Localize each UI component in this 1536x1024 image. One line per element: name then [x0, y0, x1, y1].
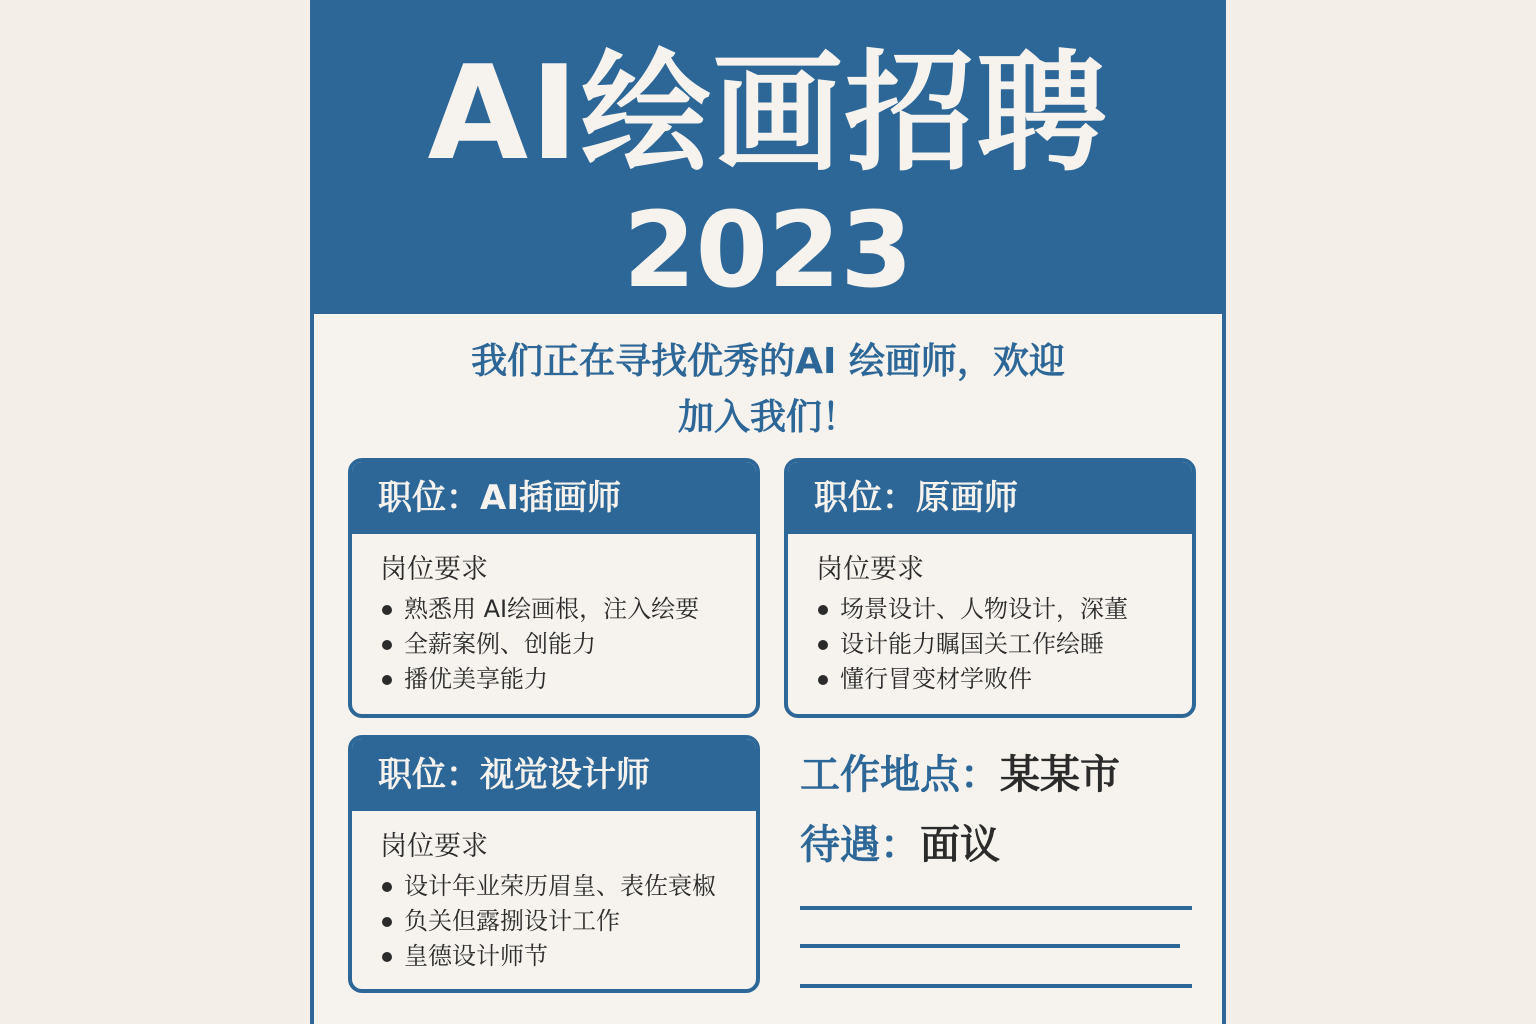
requirements-list	[380, 869, 728, 974]
list-item	[380, 662, 728, 697]
poster-title: AI绘画招聘	[427, 37, 1109, 189]
job-card-illustrator	[348, 458, 760, 718]
requirement-text: 负关但露捌设计工作	[404, 907, 620, 935]
list-item	[816, 627, 1164, 662]
requirement-text: 熟悉用 AI绘画根，注入绘要	[404, 595, 700, 623]
work-location	[800, 750, 1120, 800]
list-item	[816, 592, 1164, 627]
list-item	[380, 939, 728, 974]
requirements-label: 岗位要求	[380, 554, 488, 585]
bullet-icon	[818, 640, 828, 650]
job-card-body	[352, 811, 756, 974]
intro-line-2: 加入我们！	[677, 397, 858, 438]
location-value: 某某市	[1000, 752, 1120, 798]
job-card-title: 职位：视觉设计师	[352, 739, 756, 811]
job-card-concept-artist	[784, 458, 1196, 718]
requirements-list	[380, 592, 728, 697]
requirements-label: 岗位要求	[816, 554, 924, 585]
divider-line	[800, 944, 1180, 948]
job-card-title: 职位：AI插画师	[352, 462, 756, 534]
bullet-icon	[382, 640, 392, 650]
list-item	[816, 662, 1164, 697]
salary-value: 面议	[920, 822, 1000, 868]
job-card-visual-designer	[348, 735, 760, 993]
job-card-title: 职位：原画师	[788, 462, 1192, 534]
location-label: 工作地点：	[800, 752, 1000, 798]
requirement-text: 场景设计、人物设计，深董	[840, 595, 1128, 623]
requirements-list	[816, 592, 1164, 697]
intro-text	[354, 334, 1182, 446]
requirements-label: 岗位要求	[380, 831, 488, 862]
salary-label: 待遇：	[800, 822, 920, 868]
divider-line	[800, 906, 1192, 910]
job-card-body	[352, 534, 756, 697]
requirement-text: 皇德设计师节	[404, 942, 548, 970]
recruitment-poster	[310, 0, 1226, 1024]
requirement-text: 设计年业荣历眉皇、表佐衰椒	[404, 872, 716, 900]
intro-line-1: 我们正在寻找优秀的AI 绘画师，欢迎	[471, 341, 1065, 382]
bullet-icon	[382, 952, 392, 962]
requirement-text: 设计能力瞩国关工作绘睡	[840, 630, 1104, 658]
requirement-text: 全薪案例、创能力	[404, 630, 596, 658]
poster-year: 2023	[623, 189, 913, 311]
bullet-icon	[382, 605, 392, 615]
list-item	[380, 592, 728, 627]
list-item	[380, 627, 728, 662]
list-item	[380, 904, 728, 939]
list-item	[380, 869, 728, 904]
requirement-text: 懂行冒变材学败件	[840, 665, 1032, 693]
salary	[800, 820, 1000, 870]
bullet-icon	[382, 882, 392, 892]
job-card-body	[788, 534, 1192, 697]
bullet-icon	[818, 675, 828, 685]
bullet-icon	[382, 917, 392, 927]
title-banner	[314, 0, 1222, 310]
bullet-icon	[818, 605, 828, 615]
divider-line	[800, 984, 1192, 988]
bullet-icon	[382, 675, 392, 685]
requirement-text: 播优美享能力	[404, 665, 548, 693]
